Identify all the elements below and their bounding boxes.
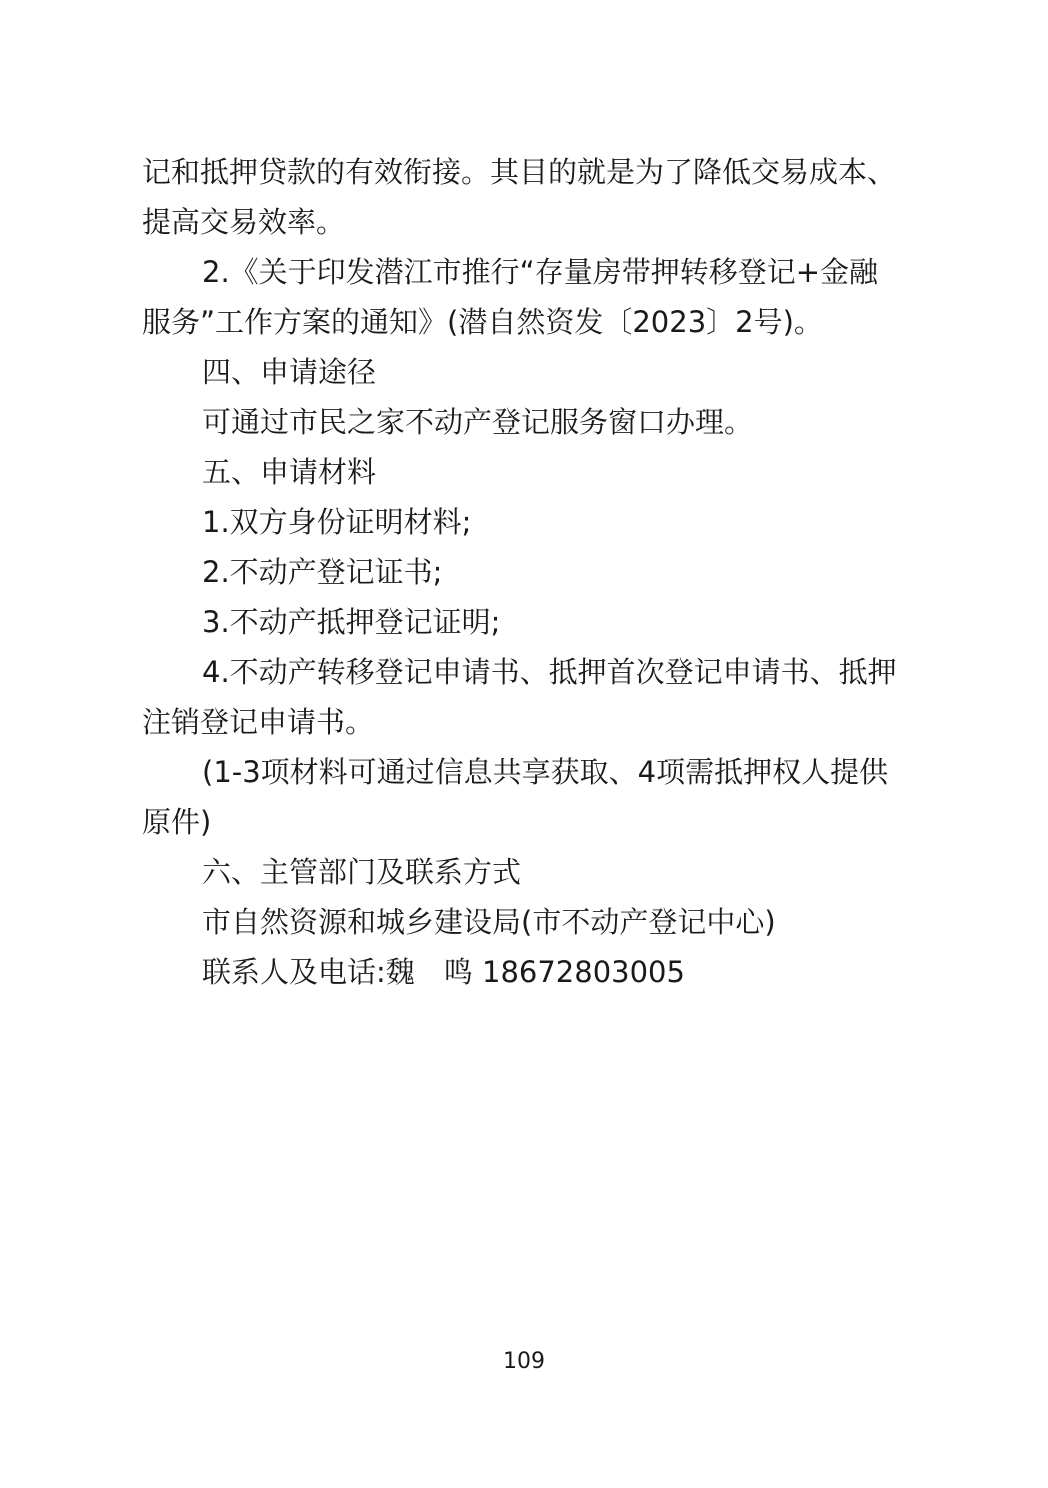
section-heading: 四、申请途径 [202,355,377,389]
list-item: 2.不动产登记证书; [202,555,443,589]
paragraph-line: 市自然资源和城乡建设局(市不动产登记中心) [202,905,776,939]
document-body [142,147,912,997]
paragraph-line: 服务”工作方案的通知》(潜自然资发〔2023〕2号)。 [142,305,823,339]
section-heading: 五、申请材料 [202,455,377,489]
note-line: 原件) [142,805,212,839]
list-item: 3.不动产抵押登记证明; [202,605,501,639]
paragraph-line: 可通过市民之家不动产登记服务窗口办理。 [202,405,754,439]
contact-line: 联系人及电话:魏 鸣 18672803005 [202,955,685,989]
note-line: (1-3项材料可通过信息共享获取、4项需抵押权人提供 [202,755,889,789]
paragraph-line: 注销登记申请书。 [142,705,375,739]
paragraph-line: 记和抵押贷款的有效衔接。其目的就是为了降低交易成本、 [142,155,897,189]
list-item: 4.不动产转移登记申请书、抵押首次登记申请书、抵押 [202,655,897,689]
list-item: 1.双方身份证明材料; [202,505,472,539]
paragraph-line: 提高交易效率。 [142,205,346,239]
section-heading: 六、主管部门及联系方式 [202,855,522,889]
paragraph-line: 2.《关于印发潜江市推行“存量房带押转移登记+金融 [202,255,878,289]
page-number: 109 [503,1349,545,1374]
